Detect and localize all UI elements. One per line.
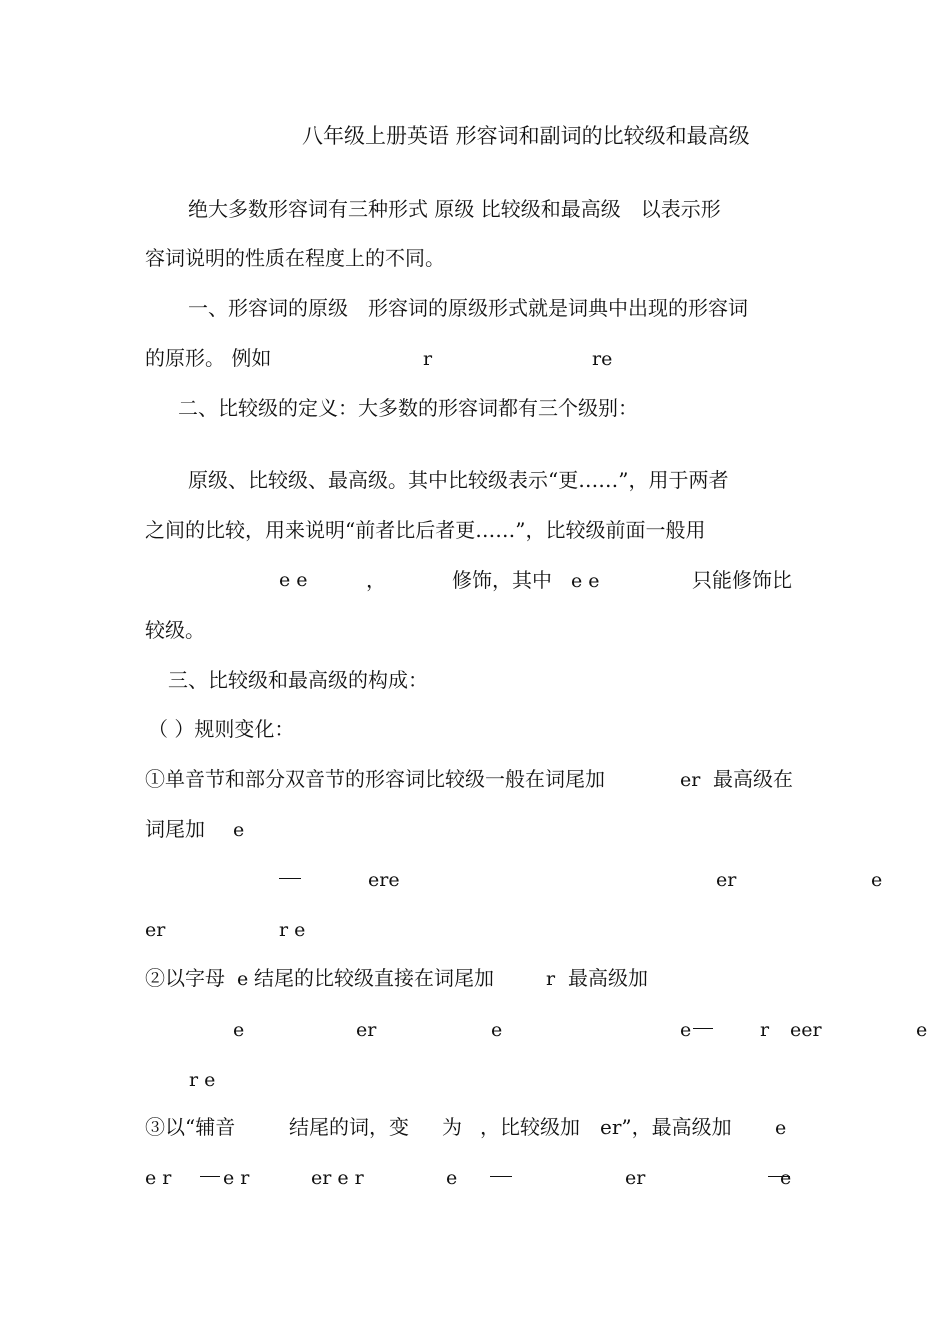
rule2-example-d: e [680,1019,692,1041]
rule1-example-e: r e [279,919,306,941]
rule3-line-1-b: 结尾的词，变 [289,1115,409,1139]
section2-fragment-2: e e [571,570,600,592]
rule1-line-1: ①单音节和部分双音节的形容词比较级一般在词尾加 [145,767,605,791]
rule2-example-f: eer [790,1019,822,1041]
rule2-dash-1 [693,1028,713,1029]
rule3-example-b: e r [223,1167,250,1189]
section2-fragment-1: e e [279,569,308,591]
rule3-example-e: er [625,1167,646,1189]
rule3-line-1-a: ③以“辅音 [145,1115,236,1139]
rule3-line-1-e: er”，最高级加 [600,1115,732,1139]
rule2-fragment: r [546,968,556,990]
section1-line-2: 的原形。 例如 [145,346,272,370]
rule2-letter-e: e [237,968,249,990]
rule2-line-1-mid: 结尾的比较级直接在词尾加 [254,966,494,990]
rule1-fragment: er [680,769,701,791]
rule2-example-c: e [491,1019,503,1041]
rule1-line-2: 词尾加 [145,817,205,841]
section2-line-3-end: 只能修饰比 [692,568,792,592]
rule1-example-c: e [871,869,883,891]
rule1-example-b: er [716,869,737,891]
rule1-line-2-fragment: e [233,819,245,841]
rule1-line-1-suffix: 最高级在 [713,767,793,791]
intro-line-1: 绝大多数形容词有三种形式 原级 比较级和最高级 以表示形 [188,197,721,221]
rule2-line-1-prefix: ②以字母 [145,966,225,990]
page-title: 八年级上册英语 形容词和副词的比较级和最高级 [302,124,750,148]
rule3-line-1-f: e [775,1117,787,1139]
section2-line-3-mid: 修饰，其中 [452,568,552,592]
section2-line-4: 较级。 [145,618,205,642]
section1-line-1: 一、形容词的原级 形容词的原级形式就是词典中出现的形容词 [188,296,748,320]
rule3-line-1-c: 为 [442,1115,462,1139]
section1-fragment-a: r [423,348,433,370]
section2-heading: 二、比较级的定义：大多数的形容词都有三个级别： [178,396,638,420]
rule3-example-c: er e r [311,1167,364,1189]
rule3-dash-2 [490,1176,512,1177]
section2-comma: ， [366,568,386,592]
section1-fragment-b: re [592,348,613,370]
rule3-example-f: e [780,1167,792,1189]
section3-subheading: （ ）规则变化： [148,717,295,741]
rule2-example-h: r e [189,1069,216,1091]
rule1-dash-1 [279,878,301,879]
rule3-example-a: e r [145,1167,172,1189]
rule2-example-g: e [916,1019,928,1041]
rule3-example-d: e [446,1167,458,1189]
rule2-example-a: e [233,1019,245,1041]
rule3-dash-1 [200,1176,220,1177]
intro-line-2: 容词说明的性质在程度上的不同。 [145,246,445,270]
section2-line-2: 之间的比较，用来说明“前者比后者更……”，比较级前面一般用 [145,518,706,542]
section3-heading: 三、比较级和最高级的构成： [168,668,428,692]
rule3-line-1-d: ，比较级加 [480,1115,580,1139]
rule2-example-b: er [356,1019,377,1041]
rule2-line-1-suffix: 最高级加 [568,966,648,990]
rule2-example-e: r [760,1019,770,1041]
rule1-example-a: ere [368,869,400,891]
section2-line-1: 原级、比较级、最高级。其中比较级表示“更……”，用于两者 [188,468,729,492]
rule1-example-d: er [145,919,166,941]
